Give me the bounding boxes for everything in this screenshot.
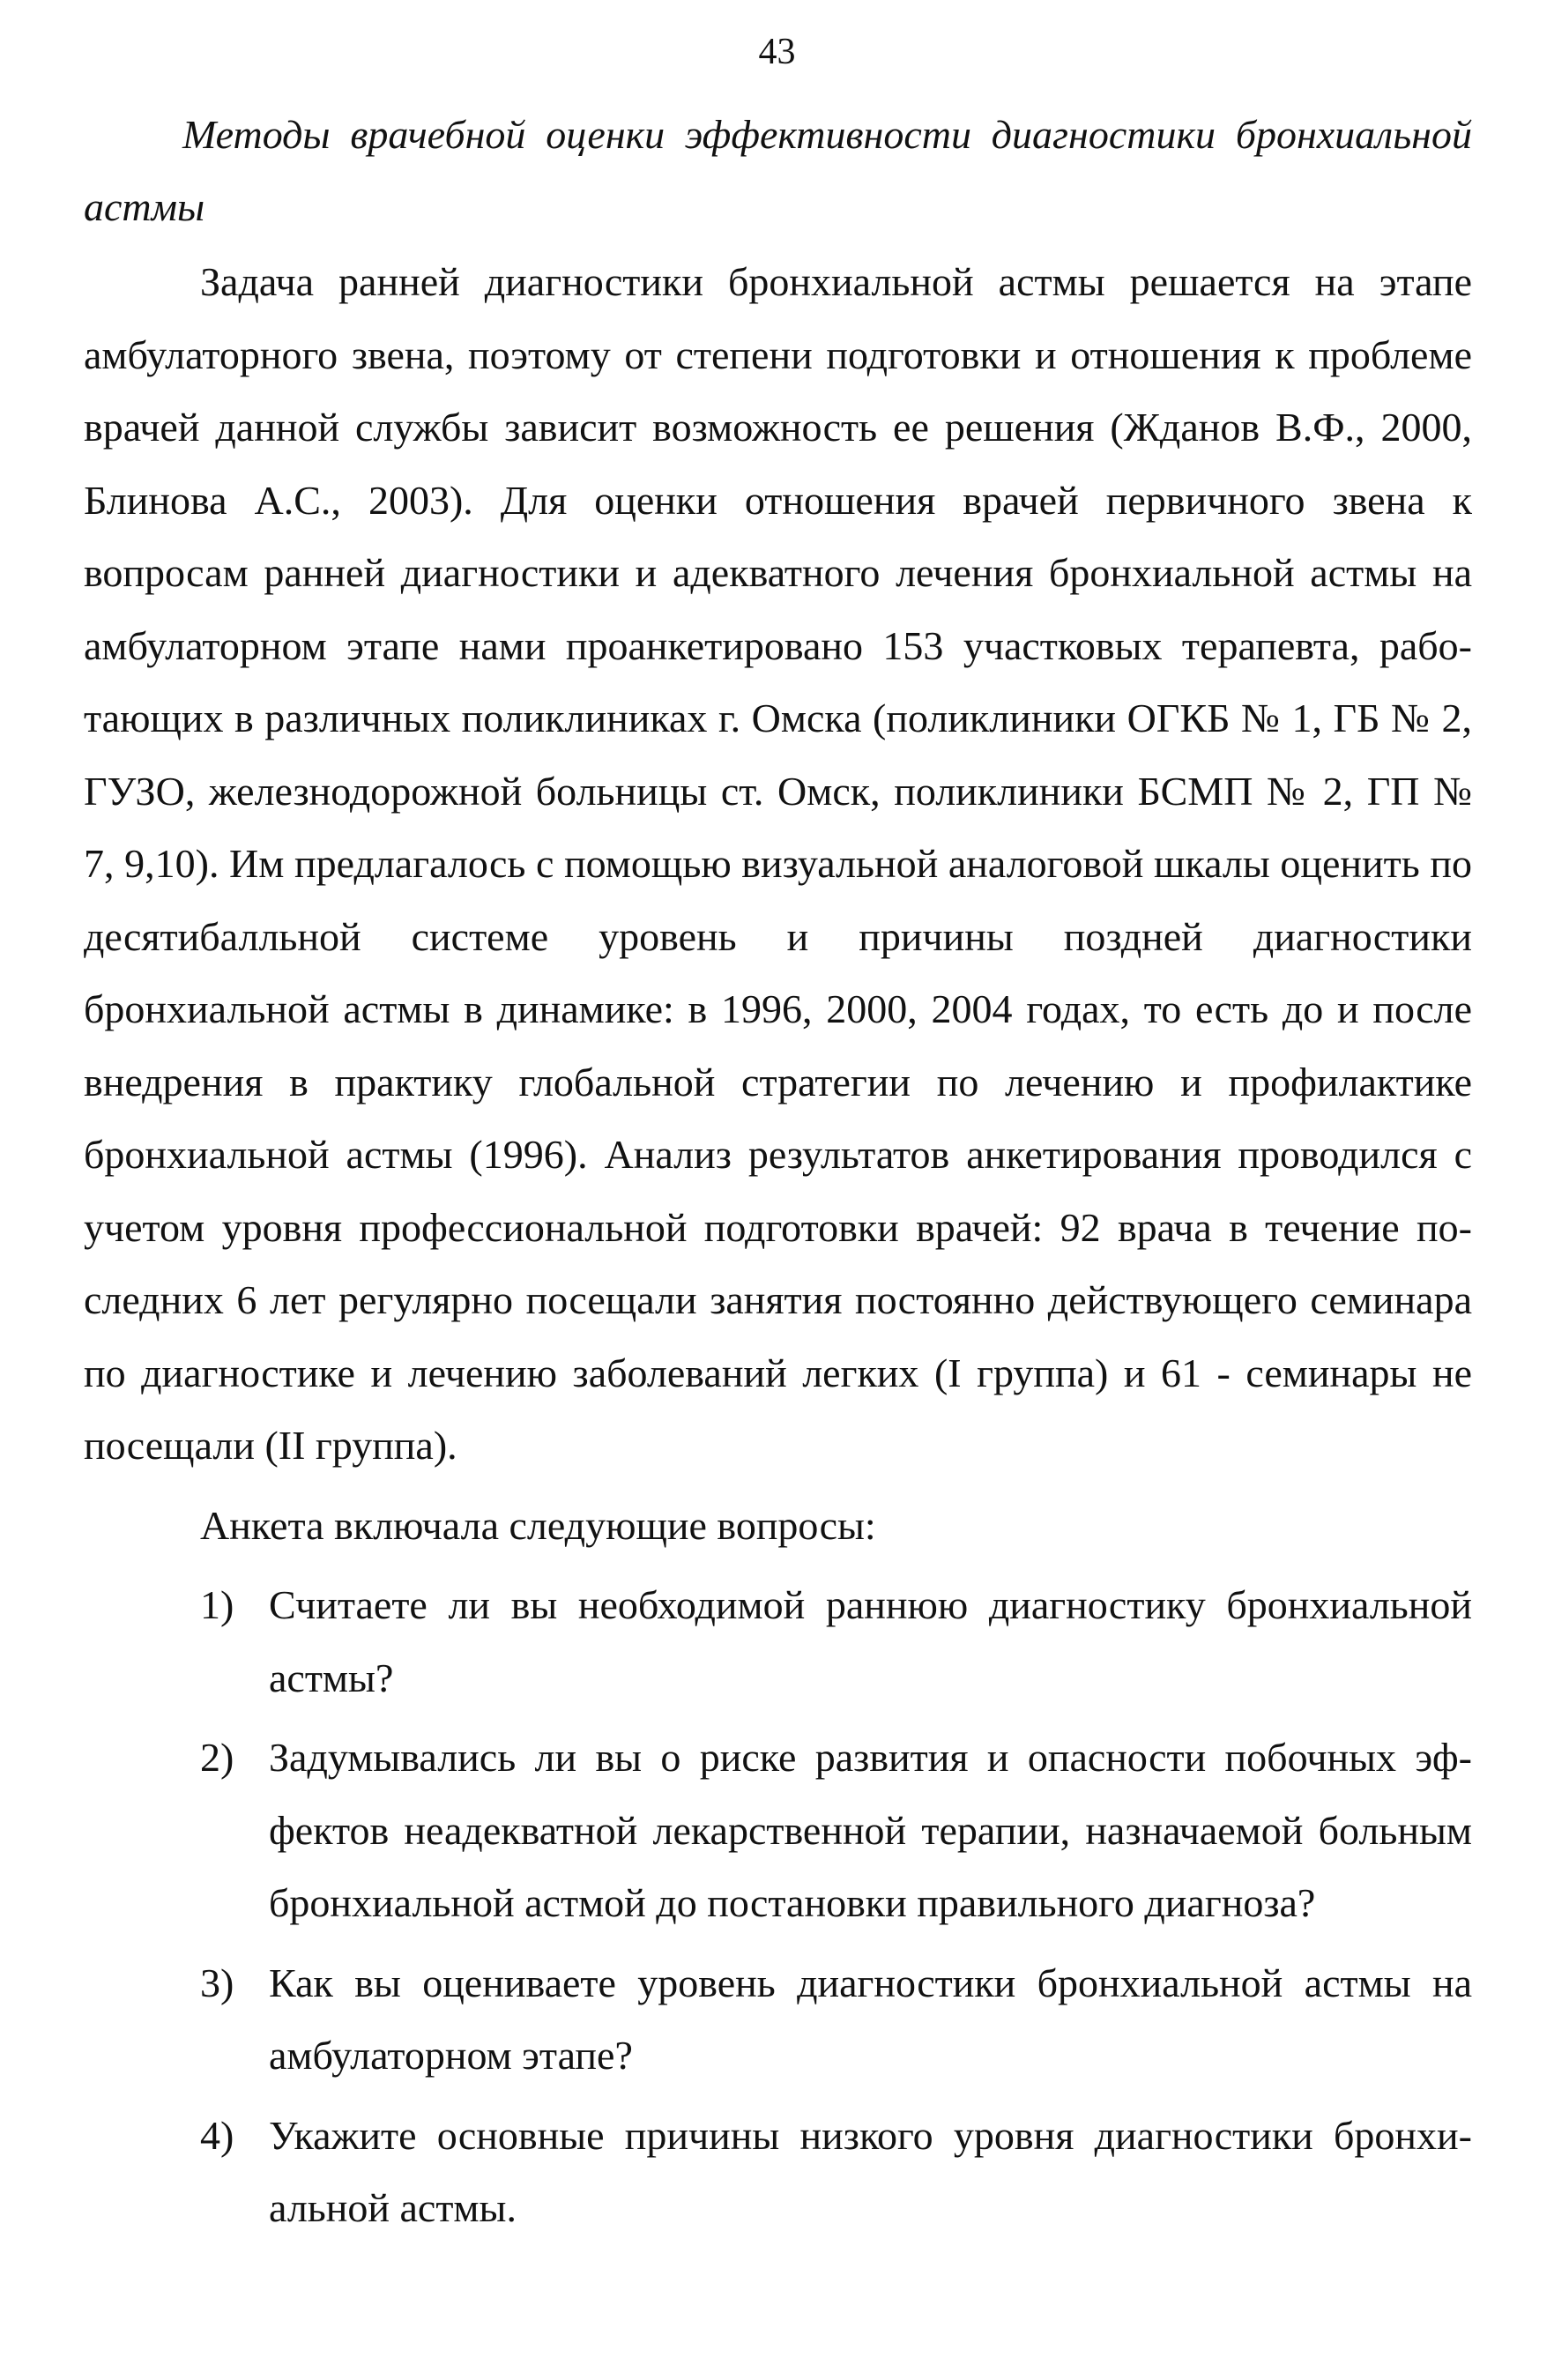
body-paragraph: Задача ранней диагностики бронхиальной астмы решается на этапе амбулаторного звена, поэтому от степени подготовки и отношения к проблеме врачей данной службы зависит возможность ее решения (Жданов В.Ф., 2000, Блинова А.С., 2003). Для оценки отношения врачей первичного звена к вопросам ранней диагностики и адекватного лечения бронхиальной астмы на амбулаторном этапе нами проанкетировано 153 участковых терапевта, работающих в различных поликлиниках г. Омска (поликлиники ОГКБ № 1, ГБ № 2, ГУЗО, железнодорожной больницы ст. Омск, поликлиники БСМП № 2, ГП № 7, 9,10). Им предлагалось с помощью визуальной аналоговой шкалы оценить по десятибалльной системе уровень и причины поздней диагностики бронхиальной астмы в динамике: в 1996, 2000, 2004 годах, то есть до и после внедрения в практику глобальной стратегии по лечению и профилактике бронхиальной астмы (1996). Анализ результатов анкетирования проводился с учетом уровня профессиональной подготовки врачей: 92 врача в течение последних 6 лет регулярно посещали занятия постоянно действующего семинара по диагностике и лечению заболеваний легких (I группа) и 61 - семинары не посещали (II группа).: [84, 259, 1472, 1468]
question-list: [84, 1569, 1472, 2245]
question-number: 2): [200, 1735, 234, 1780]
page-content: [84, 99, 1472, 2245]
section-heading: Методы врачебной оценки эффективности диагностики бронхиальной астмы: [84, 112, 1472, 229]
question-item: [84, 1947, 1472, 2093]
question-item: [84, 2100, 1472, 2245]
question-number: 3): [200, 1960, 234, 2005]
question-text: Задумывались ли вы о риске развития и опасности побочных эффектов неадекватной лекарственной терапии, назначаемой больным бронхиальной астмой до постановки правильного диагноза?: [269, 1735, 1472, 1925]
questionnaire-intro: Анкета включала следующие вопросы:: [200, 1502, 876, 1548]
question-text: Как вы оцениваете уровень диагностики бронхиальной астмы на амбулаторном этапе?: [269, 1960, 1472, 2078]
question-item: [84, 1569, 1472, 1714]
question-text: Укажите основные причины низкого уровня диагностики бронхиальной астмы.: [269, 2112, 1472, 2230]
question-number: 4): [200, 2112, 234, 2158]
question-number: 1): [200, 1582, 234, 1627]
question-item: [84, 1722, 1472, 1940]
page-number: 43: [758, 32, 796, 72]
question-text: Считаете ли вы необходимой раннюю диагностику бронхиальной астмы?: [269, 1582, 1472, 1700]
